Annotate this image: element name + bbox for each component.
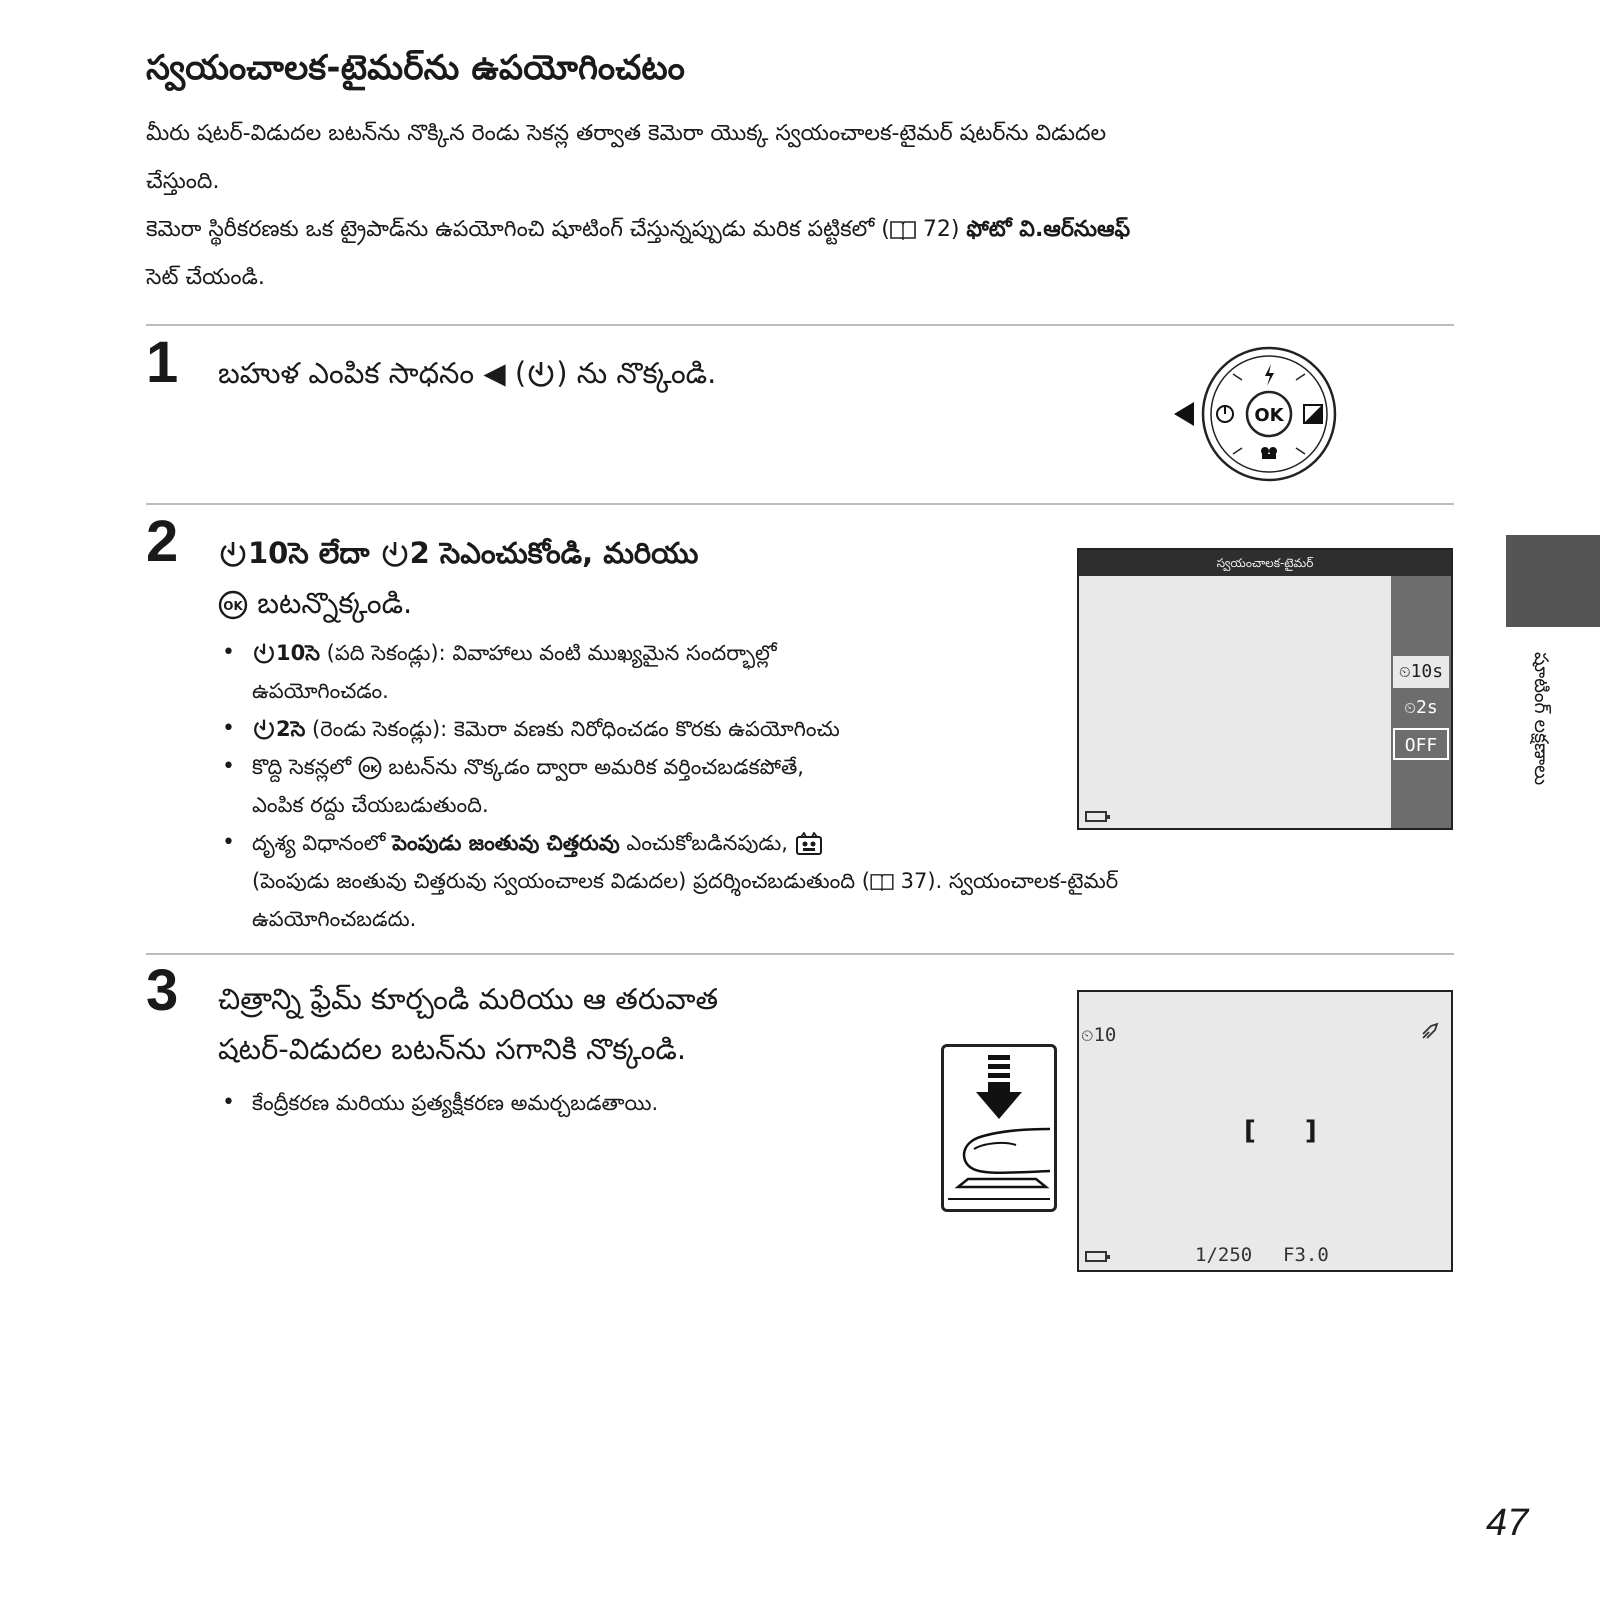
multi-selector-diagram — [1170, 346, 1340, 486]
bullet-cancel-cont: ఎంపిక రద్దు చేయబడుతుంది. — [252, 793, 489, 817]
book-icon — [870, 873, 894, 891]
vr-icon — [1419, 1020, 1441, 1047]
vr-setting-name: ఫోటో వి.ఆర్‌నుఆఫ్ — [966, 217, 1131, 242]
pet-portrait-mode-name: పెంపుడు జంతువు చిత్తరువు — [392, 831, 620, 855]
option-2s-label: 2s — [1416, 697, 1438, 718]
intro-line-2: చేస్తుంది. — [146, 169, 220, 194]
self-timer-menu-screen — [1077, 548, 1453, 830]
step-2-number: 2 — [146, 509, 179, 574]
bullet-pet-line-2-a: (పెంపుడు జంతువు చిత్తరువు స్వయంచాలక విడుదల) ప్రదర్శించబడుతుంది ( — [252, 869, 870, 893]
option-off[interactable]: OFF — [1393, 728, 1449, 760]
self-timer-icon — [252, 642, 276, 666]
ok-icon — [218, 590, 248, 620]
battery-icon — [1085, 1251, 1107, 1262]
intro-line-1: మీరు షటర్-విడుదల బటన్‌ను నొక్కిన రెండు సెకన్ల తర్వాత కెమెరా యొక్క స్వయంచాలక-టైమర్ షటర్‌ను విడుదల — [146, 121, 1107, 146]
option-10s[interactable]: ⏲10s — [1393, 656, 1449, 688]
intro-page-ref: 72 — [922, 217, 951, 242]
option-10s-label: 10s — [1410, 661, 1444, 682]
intro-line-3 — [146, 206, 1446, 254]
intro-line-3-text: కెమెరా స్థిరీకరణకు ఒక ట్రైపాడ్‌ను ఉపయోగించి షూటింగ్ చేస్తున్నప్పుడు మరిక పట్టికలో ( — [146, 217, 890, 242]
step-2-text — [218, 528, 1038, 628]
aperture-value: F3.0 — [1283, 1244, 1329, 1266]
timer-count: 10 — [1093, 1024, 1117, 1046]
section-tab-label — [1496, 652, 1576, 852]
intro-paragraph — [146, 110, 1446, 302]
divider-1 — [146, 324, 1454, 326]
step-3-bullet: • కేంద్రీకరణ మరియు ప్రత్యక్షీకరణ అమర్చబడతాయి. — [218, 1084, 918, 1122]
screen-timer-indicator: ⏲10 — [1081, 1024, 1117, 1046]
battery-icon — [1085, 811, 1107, 822]
step-1-text-a: బహుళ ఎంపిక సాధనం ◀ ( — [218, 356, 527, 390]
book-icon — [890, 220, 916, 240]
step-2-line-1 — [218, 528, 1038, 578]
self-timer-options-panel — [1391, 576, 1451, 828]
option-2s[interactable]: ⏲2s — [1404, 697, 1438, 718]
step-3-number: 3 — [146, 958, 179, 1023]
bullet-pet-line-2-b: ). స్వయంచాలక-టైమర్ — [927, 869, 1119, 893]
step-2-line-2-text: బటన్నొక్కండి. — [248, 586, 413, 620]
self-timer-icon — [380, 540, 410, 570]
step-2-option-10s: 10సె లేదా — [248, 536, 380, 570]
bullet-2s-text: (రెండు సెకండ్లు): కెమెరా వణకు నిరోధించడం కొరకు ఉపయోగించు — [305, 717, 840, 741]
ok-icon — [358, 756, 382, 780]
bullet-10s-text: (పది సెకండ్లు): వివాహాలు వంటి ముఖ్యమైన సందర్భాల్లో — [319, 641, 777, 665]
ok-button-label: OK — [1254, 405, 1284, 426]
svg-text:OK: OK — [223, 599, 243, 613]
self-timer-menu-title: స్వయంచాలక-టైమర్ — [1079, 550, 1451, 576]
pet-auto-release-icon — [795, 832, 823, 856]
shutter-speed: 1/250 — [1195, 1244, 1253, 1266]
intro-line-3-paren: ) — [950, 217, 967, 242]
bullet-cancel-text-b: బటన్‌ను నొక్కడం ద్వారా అమరిక వర్తించబడకపోతే, — [381, 755, 804, 779]
self-timer-icon — [218, 540, 248, 570]
self-timer-icon — [252, 718, 276, 742]
step-1-text-b: ) ను నొక్కండి. — [556, 356, 717, 390]
self-timer-icon — [526, 360, 556, 390]
step-3-text — [218, 974, 918, 1074]
focus-area-brackets: [ ] — [1244, 1116, 1337, 1146]
bullet-pet-line-3: ఉపయోగించబడదు. — [252, 907, 417, 931]
bullet-10s-label: 10సె — [276, 641, 320, 665]
divider-2 — [146, 503, 1454, 505]
bullet-pet-text-a: దృశ్య విధానంలో — [252, 831, 393, 855]
step-3-bullets — [218, 1084, 918, 1122]
section-tab-label-text: షూటింగ్ లక్షణాలు — [1530, 652, 1552, 786]
half-press-illustration — [941, 1044, 1057, 1212]
shooting-screen — [1077, 990, 1453, 1272]
divider-3 — [146, 953, 1454, 955]
bullet-cancel-text-a: కొద్ది సెకన్లలో — [252, 755, 358, 779]
pet-page-ref: 37 — [900, 869, 928, 893]
step-2-option-2s: 2 సెఎంచుకోండి, మరియు — [409, 536, 699, 570]
step-1-text — [218, 348, 716, 398]
bullet-2s-label: 2సె — [276, 717, 306, 741]
section-tab — [1506, 535, 1600, 627]
step-3-line-1: చిత్రాన్ని ఫ్రేమ్ కూర్చండి మరియు ఆ తరువాత — [218, 982, 719, 1016]
intro-line-4: సెట్ చేయండి. — [146, 265, 265, 290]
step-3-line-2: షటర్-విడుదల బటన్‌ను సగానికి నొక్కండి. — [218, 1032, 687, 1066]
svg-text:OK: OK — [361, 764, 378, 775]
step-1-number: 1 — [146, 330, 179, 395]
bullet-pet-text-b: ఎంచుకోబడినపుడు, — [619, 831, 795, 855]
bullet-pet-portrait — [218, 824, 1388, 938]
step-2-line-2 — [218, 578, 1038, 628]
page-number: 47 — [1486, 1502, 1529, 1544]
bullet-10s-cont: ఉపయోగించడం. — [252, 679, 389, 703]
page-title: స్వయంచాలక-టైమర్‌ను ఉపయోగించటం — [146, 48, 686, 88]
